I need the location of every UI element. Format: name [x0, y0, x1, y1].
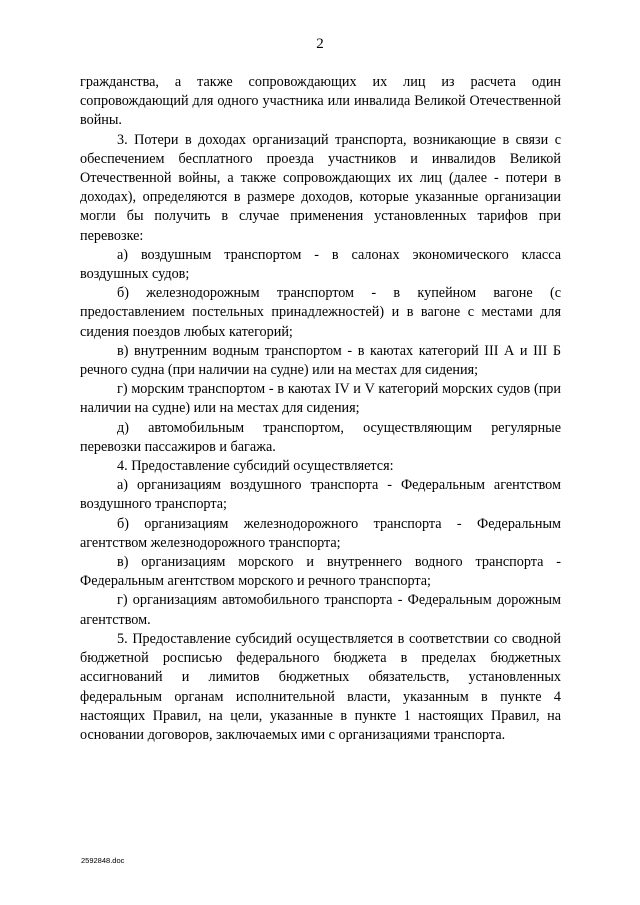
- document-body: [80, 73, 561, 745]
- paragraph-item-3: 3. Потери в доходах организаций транспорта, возникающие в связи с обеспечением бесплатного проезда участников и инвалидов Великой Отечественной войны, а также сопровождающих их лиц (далее - потери в доходах), определяются в размере доходов, которые указанные организации могли бы получить в случае применения установленных тарифов при перевозке:: [80, 131, 561, 244]
- paragraph-subitem-a: а) организациям воздушного транспорта - Федеральным агентством воздушного транспорта;: [80, 477, 561, 513]
- paragraph-item-5: 5. Предоставление субсидий осуществляется в соответствии со сводной бюджетной росписью федерального бюджета в пределах бюджетных ассигнований и лимитов бюджетных обязательств, установленных федеральным органам исполнительной власти, указанным в пункте 4 настоящих Правил, на цели, указанные в пункте 1 настоящих Правил, на основании договоров, заключаемых ими с организациями транспорта.: [80, 630, 561, 743]
- paragraph-subitem-g: г) морским транспортом - в каютах IV и V категорий морских судов (при наличии на судне) или на местах для сидения;: [80, 381, 561, 417]
- page-number: 2: [316, 36, 324, 52]
- paragraph-subitem-v: в) организациям морского и внутреннего водного транспорта - Федеральным агентством морского и речного транспорта;: [80, 554, 561, 590]
- paragraph-subitem-d: д) автомобильным транспортом, осуществляющим регулярные перевозки пассажиров и багажа.: [80, 419, 561, 455]
- paragraph-subitem-b: б) железнодорожным транспортом - в купейном вагоне (с предоставлением постельных принадлежностей) и в вагоне с местами для сидения поездов любых категорий;: [80, 285, 561, 340]
- paragraph-continuation: гражданства, а также сопровождающих их лиц из расчета один сопровождающий для одного участника или инвалида Великой Отечественной войны.: [80, 74, 561, 129]
- paragraph-subitem-a: а) воздушным транспортом - в салонах экономического класса воздушных судов;: [80, 246, 561, 283]
- paragraph-subitem-b: б) организациям железнодорожного транспорта - Федеральным агентством железнодорожного транспорта;: [80, 515, 561, 551]
- paragraph-item-4: 4. Предоставление субсидий осуществляется:: [117, 458, 394, 475]
- paragraph-subitem-v: в) внутренним водным транспортом - в каютах категорий III А и III Б речного судна (при наличии на судне) или на местах для сидения;: [80, 342, 561, 379]
- file-name-footer: 2592848.doc: [81, 856, 125, 865]
- paragraph-subitem-g: г) организациям автомобильного транспорта - Федеральным дорожным агентством.: [80, 592, 561, 628]
